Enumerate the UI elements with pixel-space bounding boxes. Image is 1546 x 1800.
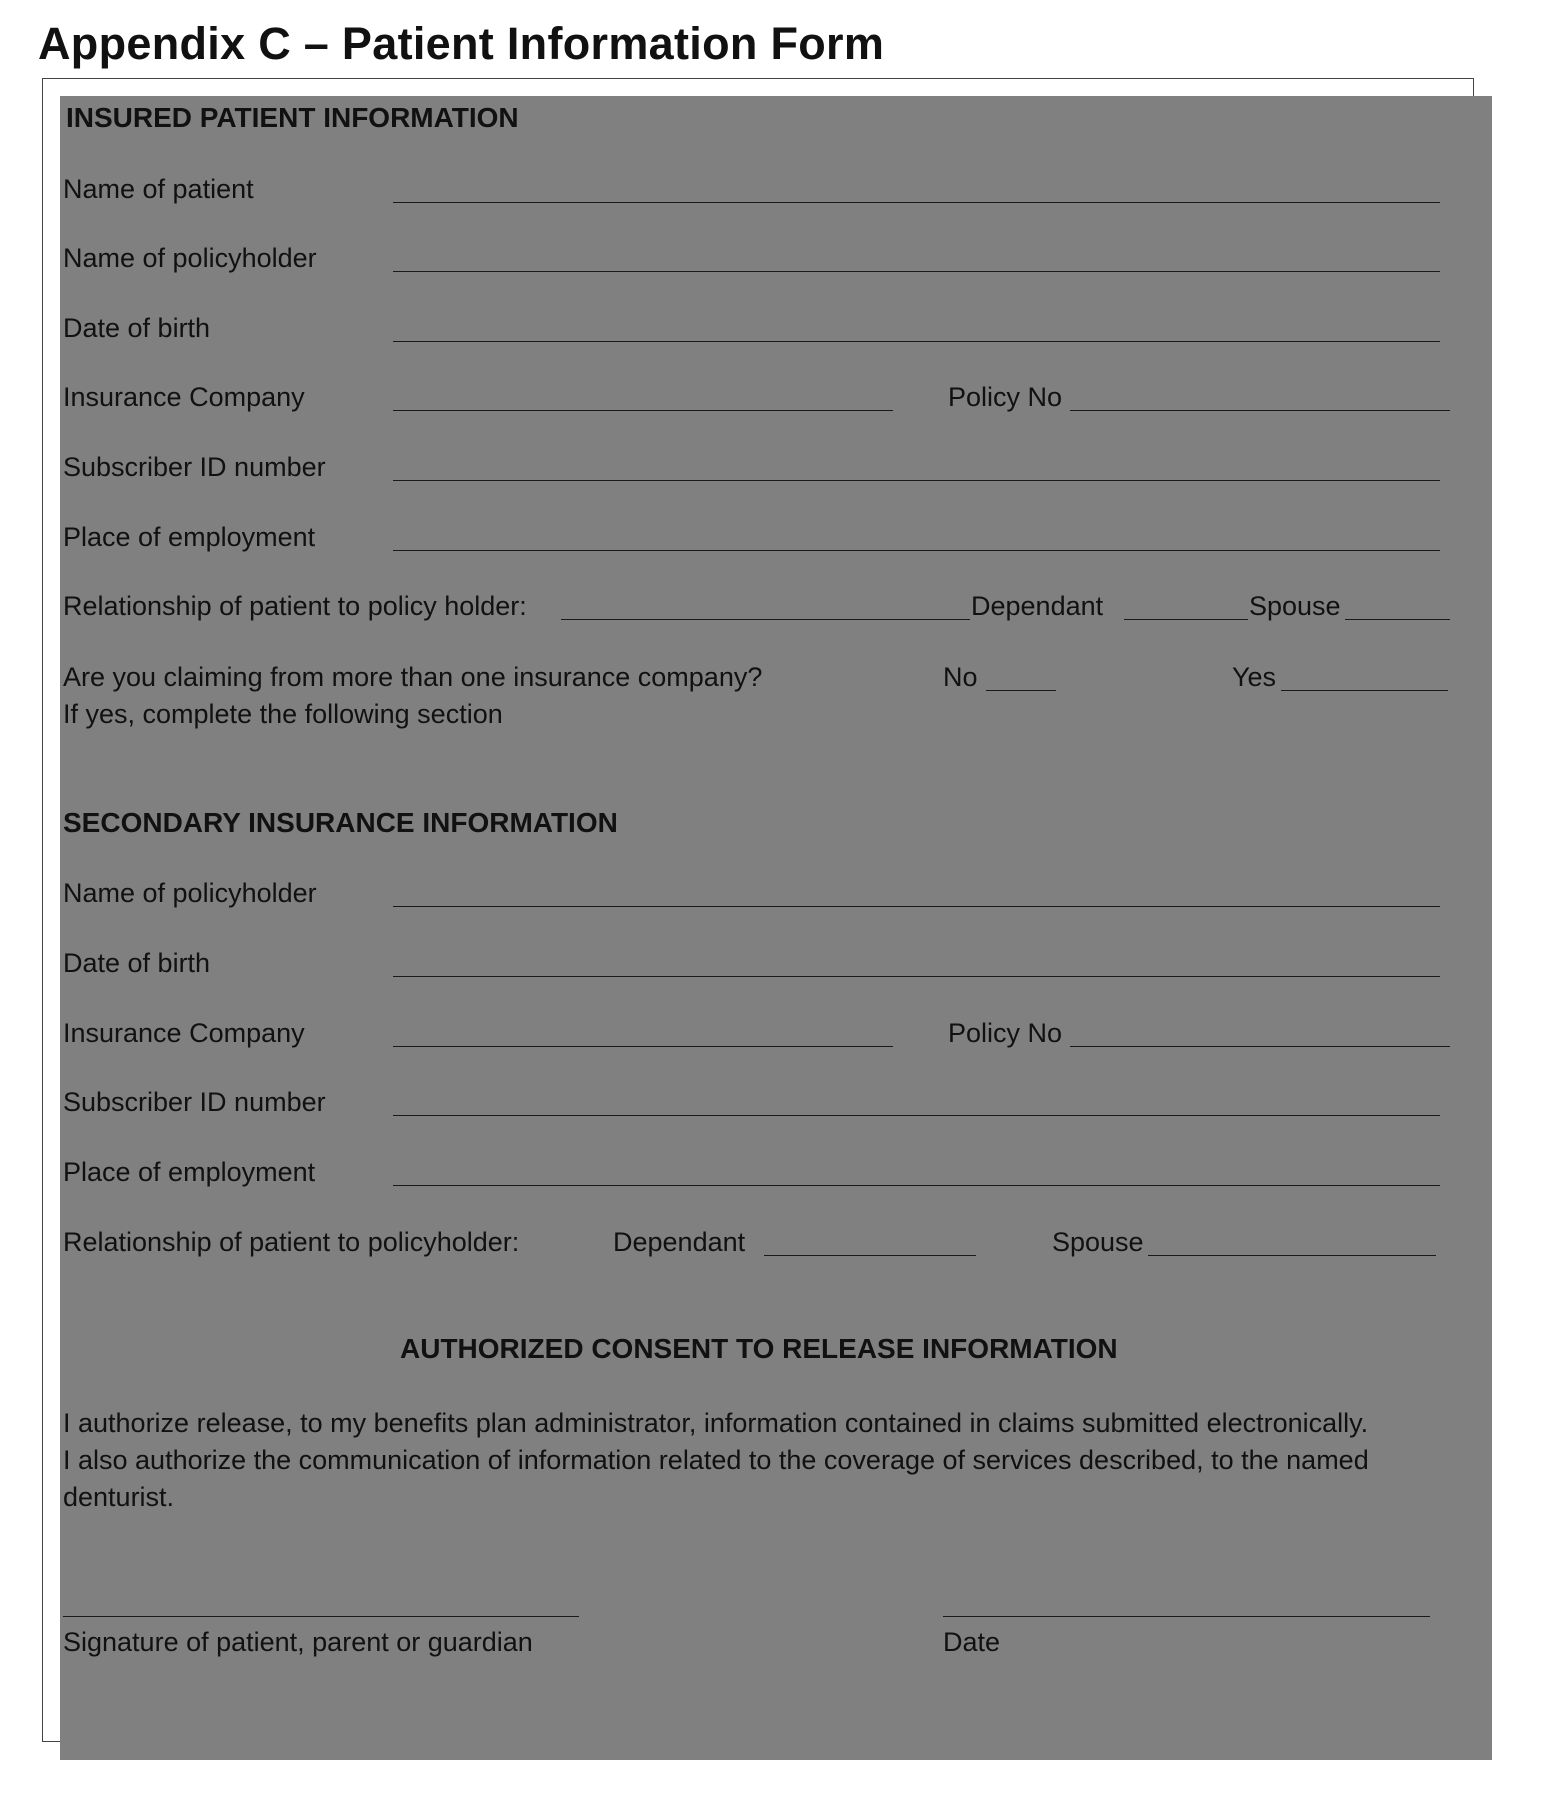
date-of-birth-label: Date of birth	[63, 313, 211, 343]
secondary-date-of-birth-field[interactable]	[393, 976, 1440, 977]
secondary-policyholder-name-label: Name of policyholder	[63, 878, 317, 908]
insurance-company-field[interactable]	[393, 410, 893, 411]
place-of-employment-label: Place of employment	[63, 522, 316, 552]
page-title: Appendix C – Patient Information Form	[38, 18, 885, 69]
consent-text-line-3: denturist.	[63, 1482, 175, 1512]
spouse-label: Spouse	[1249, 591, 1341, 621]
secondary-subscriber-id-label: Subscriber ID number	[63, 1087, 326, 1117]
if-yes-instruction: If yes, complete the following section	[63, 699, 503, 729]
insured-section-heading: INSURED PATIENT INFORMATION	[66, 102, 519, 133]
secondary-policy-no-label: Policy No	[948, 1018, 1063, 1048]
consent-text-line-2: I also authorize the communication of information related to the coverage of services described, to the named	[63, 1445, 1369, 1475]
secondary-dependant-field[interactable]	[764, 1255, 976, 1256]
relationship-field[interactable]	[561, 619, 970, 620]
secondary-place-of-employment-field[interactable]	[393, 1185, 1440, 1186]
name-of-patient-field[interactable]	[393, 202, 1440, 203]
date-label: Date	[943, 1627, 1001, 1657]
secondary-date-of-birth-label: Date of birth	[63, 948, 211, 978]
signature-label: Signature of patient, parent or guardian	[63, 1627, 533, 1657]
date-of-birth-field[interactable]	[393, 341, 1440, 342]
consent-heading: AUTHORIZED CONSENT TO RELEASE INFORMATION	[400, 1333, 1118, 1364]
policyholder-name-label: Name of policyholder	[63, 243, 317, 273]
secondary-policyholder-name-field[interactable]	[393, 906, 1440, 907]
yes-label: Yes	[1232, 662, 1277, 692]
secondary-dependant-label: Dependant	[613, 1227, 746, 1257]
policy-no-field[interactable]	[1070, 410, 1450, 411]
policyholder-name-field[interactable]	[393, 271, 1440, 272]
policy-no-label: Policy No	[948, 382, 1063, 412]
dependant-field[interactable]	[1124, 619, 1248, 620]
secondary-spouse-label: Spouse	[1052, 1227, 1144, 1257]
relationship-label: Relationship of patient to policy holder:	[63, 591, 527, 621]
secondary-policy-no-field[interactable]	[1070, 1046, 1450, 1047]
subscriber-id-label: Subscriber ID number	[63, 452, 326, 482]
dependant-label: Dependant	[971, 591, 1104, 621]
consent-text-line-1: I authorize release, to my benefits plan administrator, information contained in claims submitted electronically.	[63, 1408, 1369, 1438]
name-of-patient-label: Name of patient	[63, 174, 254, 204]
no-field[interactable]	[986, 690, 1056, 691]
secondary-spouse-field[interactable]	[1148, 1255, 1436, 1256]
spouse-field[interactable]	[1345, 619, 1450, 620]
secondary-insurance-company-label: Insurance Company	[63, 1018, 305, 1048]
date-field[interactable]	[943, 1616, 1430, 1617]
insurance-company-label: Insurance Company	[63, 382, 305, 412]
signature-field[interactable]	[63, 1616, 579, 1617]
secondary-relationship-label: Relationship of patient to policyholder:	[63, 1227, 520, 1257]
secondary-subscriber-id-field[interactable]	[393, 1115, 1440, 1116]
secondary-place-of-employment-label: Place of employment	[63, 1157, 316, 1187]
subscriber-id-field[interactable]	[393, 480, 1440, 481]
place-of-employment-field[interactable]	[393, 550, 1440, 551]
claiming-question: Are you claiming from more than one insurance company?	[63, 662, 763, 692]
no-label: No	[943, 662, 978, 692]
yes-field[interactable]	[1281, 690, 1448, 691]
secondary-section-heading: SECONDARY INSURANCE INFORMATION	[63, 807, 618, 838]
form-body	[60, 96, 1492, 1760]
secondary-insurance-company-field[interactable]	[393, 1046, 893, 1047]
